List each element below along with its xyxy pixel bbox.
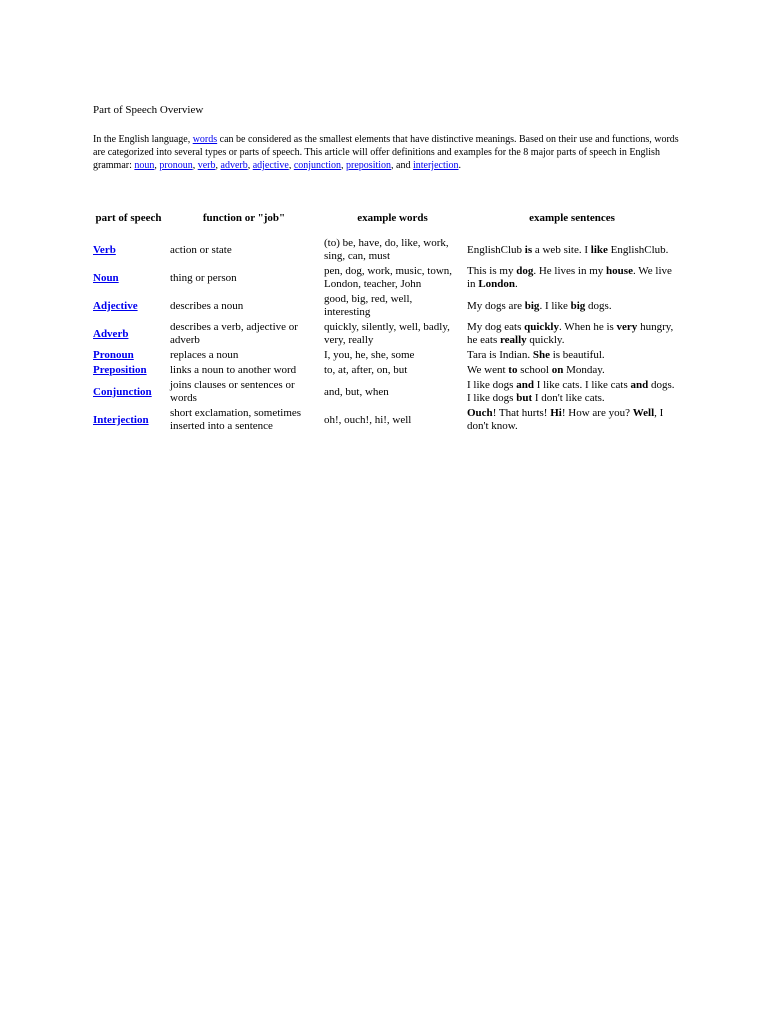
sentence-text: . I like <box>539 299 571 312</box>
emphasized-word: and <box>630 379 649 391</box>
header-example-sentences: example sentences <box>529 211 615 224</box>
header-part-of-speech: part of speech <box>95 211 162 224</box>
link-conjunction[interactable]: conjunction <box>293 160 342 171</box>
emphasized-word: house <box>606 265 633 277</box>
sentence-text: I don't like cats. <box>532 392 605 404</box>
example-sentence-cell <box>464 378 680 406</box>
part-link-verb[interactable]: Verb <box>93 243 116 256</box>
header-function: function or "job" <box>202 211 286 224</box>
intro-text: can be considered as the smallest elements that have distinctive meanings. Based on their use and functions, words are categorized into several types or parts of speech. This article will offer definitions and examples for the 8 major parts of speech in English grammar: <box>93 134 679 171</box>
sentence-text: Tara is Indian. <box>467 349 533 361</box>
sentence-text: school <box>517 364 552 376</box>
emphasized-word: like <box>590 243 608 256</box>
example-sentence-cell <box>464 363 680 378</box>
sentence-text: ! That hurts! <box>492 407 551 419</box>
emphasized-word: London <box>478 278 516 290</box>
table-body <box>90 236 680 434</box>
emphasized-word: to <box>508 364 518 376</box>
part-link-adjective[interactable]: Adjective <box>93 299 138 312</box>
example-sentence-cell <box>464 292 680 320</box>
part-cell <box>90 378 167 406</box>
part-link-conjunction[interactable]: Conjunction <box>93 385 152 398</box>
sentence-text: . <box>515 278 518 290</box>
sentence-text: EnglishClub. <box>607 243 669 256</box>
function-cell: action or state <box>170 243 232 256</box>
link-adverb[interactable]: adverb <box>220 160 248 171</box>
sentence-text: a web site. I <box>532 243 591 256</box>
sentence-text: My dog eats <box>467 321 525 333</box>
link-words[interactable]: words <box>192 134 218 145</box>
part-cell <box>90 320 167 348</box>
header-example-words: example words <box>357 211 428 224</box>
part-cell <box>90 406 167 434</box>
example-words-cell: quickly, silently, well, badly, very, really <box>324 321 450 346</box>
emphasized-word: big <box>570 299 586 312</box>
emphasized-word: Ouch <box>467 407 493 419</box>
sentence-text: We went <box>467 364 509 376</box>
emphasized-word: is <box>524 243 533 256</box>
sentence-text: . When he is <box>559 321 617 333</box>
example-sentence-cell <box>464 348 680 363</box>
part-cell <box>90 264 167 292</box>
sentence-text: This is my <box>467 265 517 277</box>
function-cell: links a noun to another word <box>170 364 297 376</box>
part-cell <box>90 363 167 378</box>
sentence-text: is beautiful. <box>549 349 605 361</box>
sentence-text: dogs. I like dogs <box>467 379 675 404</box>
sentence-text: I like cats. I like cats <box>533 379 631 391</box>
function-cell: short exclamation, sometimes inserted into a sentence <box>170 407 302 432</box>
function-cell: replaces a noun <box>170 349 239 361</box>
function-cell: describes a noun <box>170 299 244 312</box>
emphasized-word: Well <box>632 407 655 419</box>
intro-paragraph: In the English language, words can be considered as the smallest elements that have distinctive meanings. Based on their use and functions, words are categorized into several types or parts of speech. This article will offer definitions and examples for the 8 major parts of speech in English grammar: noun, pronoun, verb, adverb, adjective, conjunction, preposition, and interjection. <box>93 134 679 171</box>
sentence-text: quickly. <box>526 334 565 346</box>
sentence-text: My dogs are <box>467 299 525 312</box>
parts-of-speech-table <box>90 200 680 434</box>
function-cell: describes a verb, adjective or adverb <box>170 321 298 346</box>
sentence-text: . We live in <box>467 265 672 290</box>
sentence-text: I like dogs <box>467 379 517 391</box>
example-words-cell: good, big, red, well, interesting <box>324 293 413 318</box>
example-sentence-cell <box>464 236 680 264</box>
function-cell: thing or person <box>170 271 237 284</box>
example-words-cell: (to) be, have, do, like, work, sing, can, must <box>324 237 449 262</box>
part-link-preposition[interactable]: Preposition <box>93 364 147 376</box>
part-link-pronoun[interactable]: Pronoun <box>93 349 134 361</box>
emphasized-word: and <box>516 379 534 391</box>
part-cell <box>90 348 167 363</box>
table-row <box>90 363 680 378</box>
sentence-text: Monday. <box>563 364 605 376</box>
part-link-noun[interactable]: Noun <box>93 271 119 284</box>
part-cell <box>90 236 167 264</box>
page-title: Part of Speech Overview <box>93 104 204 116</box>
part-link-interjection[interactable]: Interjection <box>93 413 149 426</box>
link-verb[interactable]: verb <box>197 160 216 171</box>
sentence-text: , I don't know. <box>467 407 664 432</box>
emphasized-word: big <box>524 299 540 312</box>
example-words-cell: and, but, when <box>324 385 389 398</box>
table-row <box>90 406 680 434</box>
table-row <box>90 264 680 292</box>
emphasized-word: very <box>616 321 638 333</box>
emphasized-word: dog <box>516 265 534 277</box>
sentence-text: ! How are you? <box>561 407 633 419</box>
emphasized-word: really <box>499 334 527 346</box>
intro-text: In the English language, <box>93 134 193 145</box>
table-row <box>90 378 680 406</box>
sentence-text: EnglishClub <box>467 243 525 256</box>
sentence-text: dogs. <box>585 299 612 312</box>
table-row <box>90 320 680 348</box>
function-cell: joins clauses or sentences or words <box>170 379 295 404</box>
example-sentence-cell <box>464 406 680 434</box>
part-cell <box>90 292 167 320</box>
example-words-cell: oh!, ouch!, hi!, well <box>324 413 412 426</box>
table-header-row <box>90 200 680 236</box>
link-interjection[interactable]: interjection <box>412 160 459 171</box>
intro-text: . <box>458 160 462 171</box>
emphasized-word: quickly <box>524 321 559 333</box>
emphasized-word: on <box>551 364 564 376</box>
emphasized-word: Hi <box>550 407 562 419</box>
link-preposition[interactable]: preposition <box>346 160 392 171</box>
emphasized-word: She <box>532 349 550 361</box>
table-row <box>90 348 680 363</box>
example-words-cell: pen, dog, work, music, town, London, teacher, John <box>324 265 453 290</box>
example-words-cell: I, you, he, she, some <box>324 349 415 361</box>
sentence-text: hungry, he eats <box>467 321 674 346</box>
part-link-adverb[interactable]: Adverb <box>93 327 129 340</box>
emphasized-word: but <box>516 392 533 404</box>
link-adjective[interactable]: adjective <box>252 160 289 171</box>
table-row <box>90 236 680 264</box>
intro-text: , and <box>391 160 413 171</box>
example-words-cell: to, at, after, on, but <box>324 364 408 376</box>
table-row <box>90 292 680 320</box>
link-noun[interactable]: noun <box>134 160 155 171</box>
sentence-text: . He lives in my <box>533 265 607 277</box>
example-sentence-cell <box>464 320 680 348</box>
example-sentence-cell <box>464 264 680 292</box>
link-pronoun[interactable]: pronoun <box>159 160 193 171</box>
